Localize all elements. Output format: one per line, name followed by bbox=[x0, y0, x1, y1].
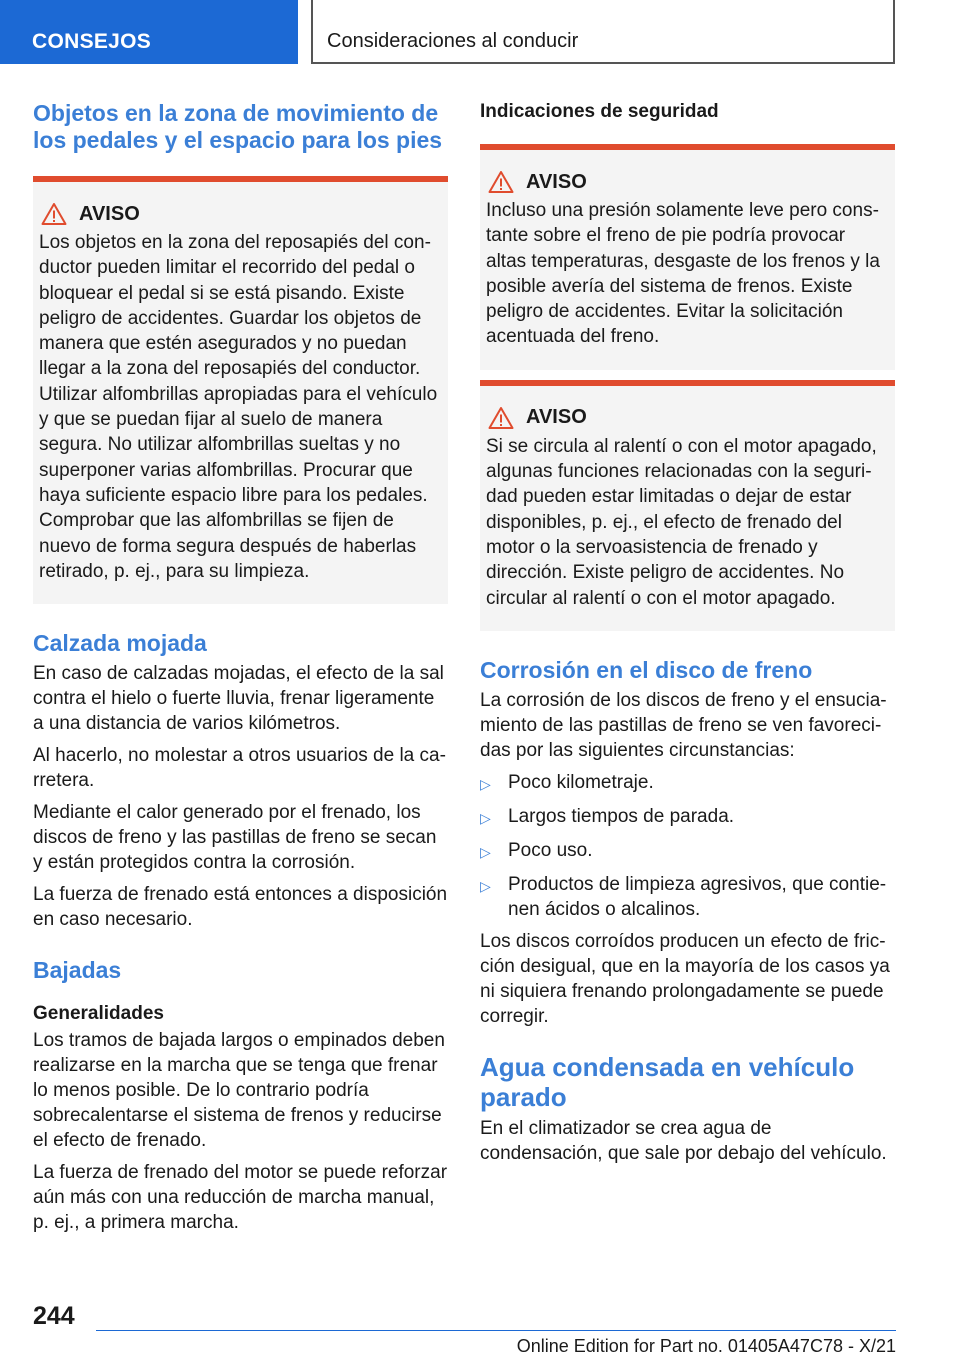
heading-pedal-objects: Objetos en la zona de movimiento de los pedales y el espacio para los pies bbox=[33, 100, 443, 153]
list-item: ▷ Poco uso. bbox=[480, 838, 895, 865]
list-item: ▷ Largos tiempos de parada. bbox=[480, 804, 895, 831]
heading-brake-corrosion: Corrosión en el disco de freno bbox=[480, 656, 813, 683]
paragraph: La corrosión de los discos de freno y el ensuciamiento de las pastillas de freno se ven favorecidas por las siguientes circunstancias: bbox=[480, 689, 887, 761]
heading-downhill: Bajadas bbox=[33, 957, 122, 984]
warning-title: AVISO bbox=[526, 170, 587, 193]
subheading-safety: Indicaciones de seguridad bbox=[480, 101, 719, 122]
paragraph: En el climatizador se crea agua de condensación, que sale por debajo del vehículo. bbox=[480, 1117, 887, 1164]
left-column bbox=[33, 100, 448, 1242]
subheading-general: Generalidades bbox=[33, 1003, 164, 1025]
footer-divider bbox=[96, 1330, 896, 1331]
paragraph: La fuerza de frenado del motor se puede reforzar aún más con una reducción de marcha manual, p. ej., a primera marcha. bbox=[33, 1162, 448, 1234]
warning-header bbox=[486, 406, 887, 430]
paragraph: La fuerza de frenado está entonces a disposición en caso necesario. bbox=[33, 884, 448, 931]
page-number: 244 bbox=[33, 1302, 75, 1330]
paragraph: Mediante el calor generado por el frenado, los discos de freno y las pastillas de freno se secan y están protegidos contra la corrosión. bbox=[33, 802, 437, 874]
corrosion-causes-list bbox=[480, 770, 895, 922]
chapter-header bbox=[311, 0, 895, 64]
section-tab bbox=[0, 0, 298, 64]
right-column bbox=[480, 100, 895, 1173]
warning-header bbox=[486, 170, 887, 194]
warning-title: AVISO bbox=[79, 202, 140, 225]
triangle-bullet-icon: ▷ bbox=[480, 809, 491, 826]
warning-title: AVISO bbox=[526, 406, 587, 429]
warning-text: Incluso una presión solamente leve pero constante sobre el freno de pie podría provocar altas temperaturas, desgaste de los frenos y la posible avería del sistema de frenos. Existe peligro de accidentes. Evitar la solicitación acentuada del freno. bbox=[486, 200, 880, 348]
triangle-bullet-icon: ▷ bbox=[480, 775, 491, 792]
paragraph: Los tramos de bajada largos o empinados deben realizarse en la marcha que se tenga que frenar lo menos posible. De lo contrario podría sobrecalentarse el sistema de frenos y reducirse el efecto de frenado. bbox=[33, 1030, 445, 1152]
warning-text: Si se circula al ralentí o con el motor apagado, algunas funciones relacionadas con la seguridad pueden estar limitadas o dejar de estar disponibles, p. ej., el efecto de frenado del motor o la servoasistencia de frenado y dirección. Existe peligro de accidentes. No circular al ralentí o con el motor apagado. bbox=[486, 435, 877, 609]
chapter-title: Consideraciones al conducir bbox=[327, 30, 579, 52]
warning-triangle-icon bbox=[488, 406, 514, 430]
paragraph: En caso de calzadas mojadas, el efecto de la sal contra el hielo o fuerte lluvia, frenar ligeramente a una distancia de varios kilómetros. bbox=[33, 663, 444, 735]
heading-wet-road: Calzada mojada bbox=[33, 630, 207, 657]
triangle-bullet-icon: ▷ bbox=[480, 843, 491, 860]
paragraph: Los discos corroídos producen un efecto de fricción desigual, que en la mayoría de los casos ya ni siquiera frenando prolongadamente se puede corregir. bbox=[480, 930, 890, 1027]
list-item: ▷ Poco kilometraje. bbox=[480, 770, 895, 797]
warning-text: Los objetos en la zona del reposapiés del conductor pueden limitar el recorrido del pedal o bloquear el pedal si se está pisando. Existe peligro de accidentes. Guardar los objetos de manera que estén asegurados y no puedan llegar a la zona del reposapiés del conductor. Utilizar alfombrillas apropiadas para el vehículo y que se puedan fijar al suelo de manera segura. No utilizar alfombrillas sueltas y no superponer varias alfombrillas. Procurar que haya suficiente espacio libre para los pedales. Comprobar que las alfombrillas se fijen de nuevo de forma segura después de haberlas retirado, p. ej., para su limpieza. bbox=[39, 232, 438, 582]
warning-triangle-icon bbox=[488, 170, 514, 194]
warning-triangle-icon bbox=[41, 202, 67, 226]
warning-box-pedals bbox=[33, 176, 448, 604]
paragraph: Al hacerlo, no molestar a otros usuarios de la carretera. bbox=[33, 745, 446, 792]
warning-box-brake-pressure bbox=[480, 144, 895, 370]
warning-box-idle bbox=[480, 380, 895, 631]
heading-condensed-water: Agua condensada en vehículo parado bbox=[480, 1051, 855, 1112]
warning-header bbox=[39, 202, 440, 226]
list-item: ▷ Productos de limpieza agresivos, que contienen ácidos o alcalinos. bbox=[480, 873, 887, 920]
edition-note: Online Edition for Part no. 01405A47C78 - X/21 bbox=[516, 1336, 896, 1356]
triangle-bullet-icon: ▷ bbox=[480, 877, 491, 894]
section-label: CONSEJOS bbox=[32, 30, 152, 53]
